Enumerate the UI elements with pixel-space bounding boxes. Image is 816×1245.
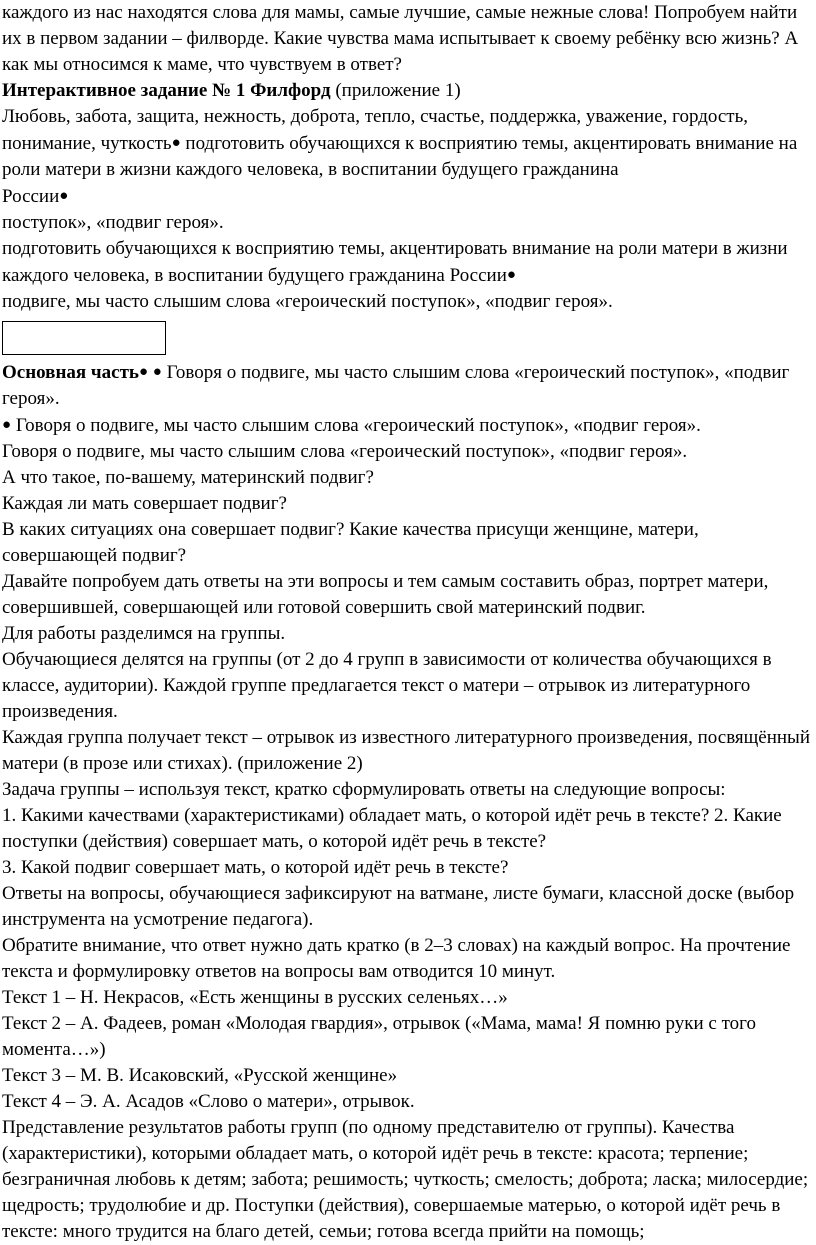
main-title: Основная часть bbox=[2, 362, 139, 383]
paragraph-text-receive: Каждая группа получает текст – отрывок из известного литературного произведения, посвящённый матери (в прозе или стихах). (приложение 2) bbox=[2, 727, 810, 774]
paragraph-results: Представление результатов работы групп (по одному представителю от группы). Качества (характеристики), которыми обладает мать, о которой идёт речь в тексте: красота; терпение; безграничная любовь к детям; забота; решимость; чуткость; смелость; доброта; ласка; милосердие; щедрость; трудолюбие и др. Поступки (действия), совершаемые матерью, о которой идёт речь в тексте: много трудится на благо детей, семьи; готова всегда прийти на помощь; bbox=[2, 1117, 809, 1242]
paragraph-groups: Для работы разделимся на группы. bbox=[2, 623, 286, 644]
paragraph-words bbox=[2, 104, 814, 183]
task-question-3: 3. Какой подвиг совершает мать, о которой идёт речь в тексте? bbox=[2, 857, 509, 878]
paragraph-attention: Обратите внимание, что ответ нужно дать кратко (в 2–3 словах) на каждый вопрос. На прочтение текста и формулировку ответов на вопросы вам отводится 10 минут. bbox=[2, 935, 791, 982]
bullet-icon: ● bbox=[59, 188, 69, 204]
paragraph-feat-words: подвиге, мы часто слышим слова «героический поступок», «подвиг героя». bbox=[2, 291, 613, 312]
main-part-heading bbox=[2, 359, 814, 412]
feat-text: Говоря о подвиге, мы часто слышим слова «героический поступок», «подвиг героя». bbox=[11, 415, 701, 436]
text-1: Текст 1 – Н. Некрасов, «Есть женщины в русских селеньях…» bbox=[2, 987, 508, 1008]
paragraph-russia bbox=[2, 183, 814, 210]
task-appendix: (приложение 1) bbox=[330, 80, 461, 101]
text-3: Текст 3 – М. В. Исаковский, «Русской женщине» bbox=[2, 1065, 398, 1086]
words-list: Любовь, забота, защита, нежность, доброта, тепло, счастье, поддержка, уважение, гордость, понимание, чуткость bbox=[2, 106, 748, 154]
paragraph-feat-bullet bbox=[2, 412, 814, 439]
bullet-icon: ● bbox=[506, 267, 516, 283]
paragraph-portrait: Давайте попробуем дать ответы на эти вопросы и тем самым составить образ, портрет матери, совершившей, совершающей или готовой совершить свой материнский подвиг. bbox=[2, 571, 769, 618]
paragraph-answers: Ответы на вопросы, обучающиеся зафиксируют на ватмане, листе бумаги, классной доске (выбор инструмента на усмотрение педагога). bbox=[2, 883, 795, 930]
question-2: Каждая ли мать совершает подвиг? bbox=[2, 493, 287, 514]
task-title: Интерактивное задание № 1 Филфорд bbox=[2, 80, 331, 101]
paragraph-intro: каждого из нас находятся слова для мамы, самые лучшие, самые нежные слова! Попробуем найти их в первом задании – филворде. Какие чувства мама испытывает к своему ребёнку всю жизнь? А как мы относимся к маме, что чувствуем в ответ? bbox=[2, 2, 799, 75]
bullet-icon: ● bbox=[152, 364, 162, 380]
empty-frame bbox=[2, 321, 166, 355]
bullet-icon: ● bbox=[171, 135, 181, 151]
bullet-icon: ● bbox=[138, 364, 149, 380]
document-page bbox=[2, 0, 814, 1245]
text-4: Текст 4 – Э. А. Асадов «Слово о матери», отрывок. bbox=[2, 1091, 415, 1112]
paragraph-division: Обучающиеся делятся на группы (от 2 до 4 групп в зависимости от количества обучающихся в классе, аудитории). Каждой группе предлагается текст о матери – отрывок из литературного произведения. bbox=[2, 649, 772, 722]
paragraph-feat: поступок», «подвиг героя». bbox=[2, 212, 224, 233]
bullet-icon: ● bbox=[2, 417, 12, 433]
paragraph-task: Задача группы – используя текст, кратко сформулировать ответы на следующие вопросы: bbox=[2, 779, 726, 800]
goal-repeat-text: подготовить обучающихся к восприятию темы, акцентировать внимание на роли матери в жизни каждого человека, в воспитании будущего гражданина России bbox=[2, 238, 788, 286]
paragraph-feat-repeat: Говоря о подвиге, мы часто слышим слова «героический поступок», «подвиг героя». bbox=[2, 441, 688, 462]
text-2: Текст 2 – А. Фадеев, роман «Молодая гвардия», отрывок («Мама, мама! Я помню руки с того момента…») bbox=[2, 1013, 756, 1060]
task-heading bbox=[2, 78, 814, 104]
goal-text: подготовить обучающихся к восприятию темы, акцентировать внимание на роли матери в жизни каждого человека, в воспитании будущего гражданина bbox=[2, 133, 798, 180]
question-3: В каких ситуациях она совершает подвиг? Какие качества присущи женщине, матери, совершающей подвиг? bbox=[2, 519, 699, 566]
question-1: А что такое, по-вашему, материнский подвиг? bbox=[2, 467, 374, 488]
paragraph-goal bbox=[2, 236, 814, 289]
russia-text: России bbox=[2, 186, 60, 207]
task-questions-1-2: 1. Какими качествами (характеристиками) обладает мать, о которой идёт речь в тексте? 2. Какие поступки (действия) совершает мать, о которой идёт речь в тексте? bbox=[2, 805, 782, 852]
main-text: Говоря о подвиге, мы часто слышим слова «героический поступок», «подвиг героя». bbox=[2, 362, 790, 409]
